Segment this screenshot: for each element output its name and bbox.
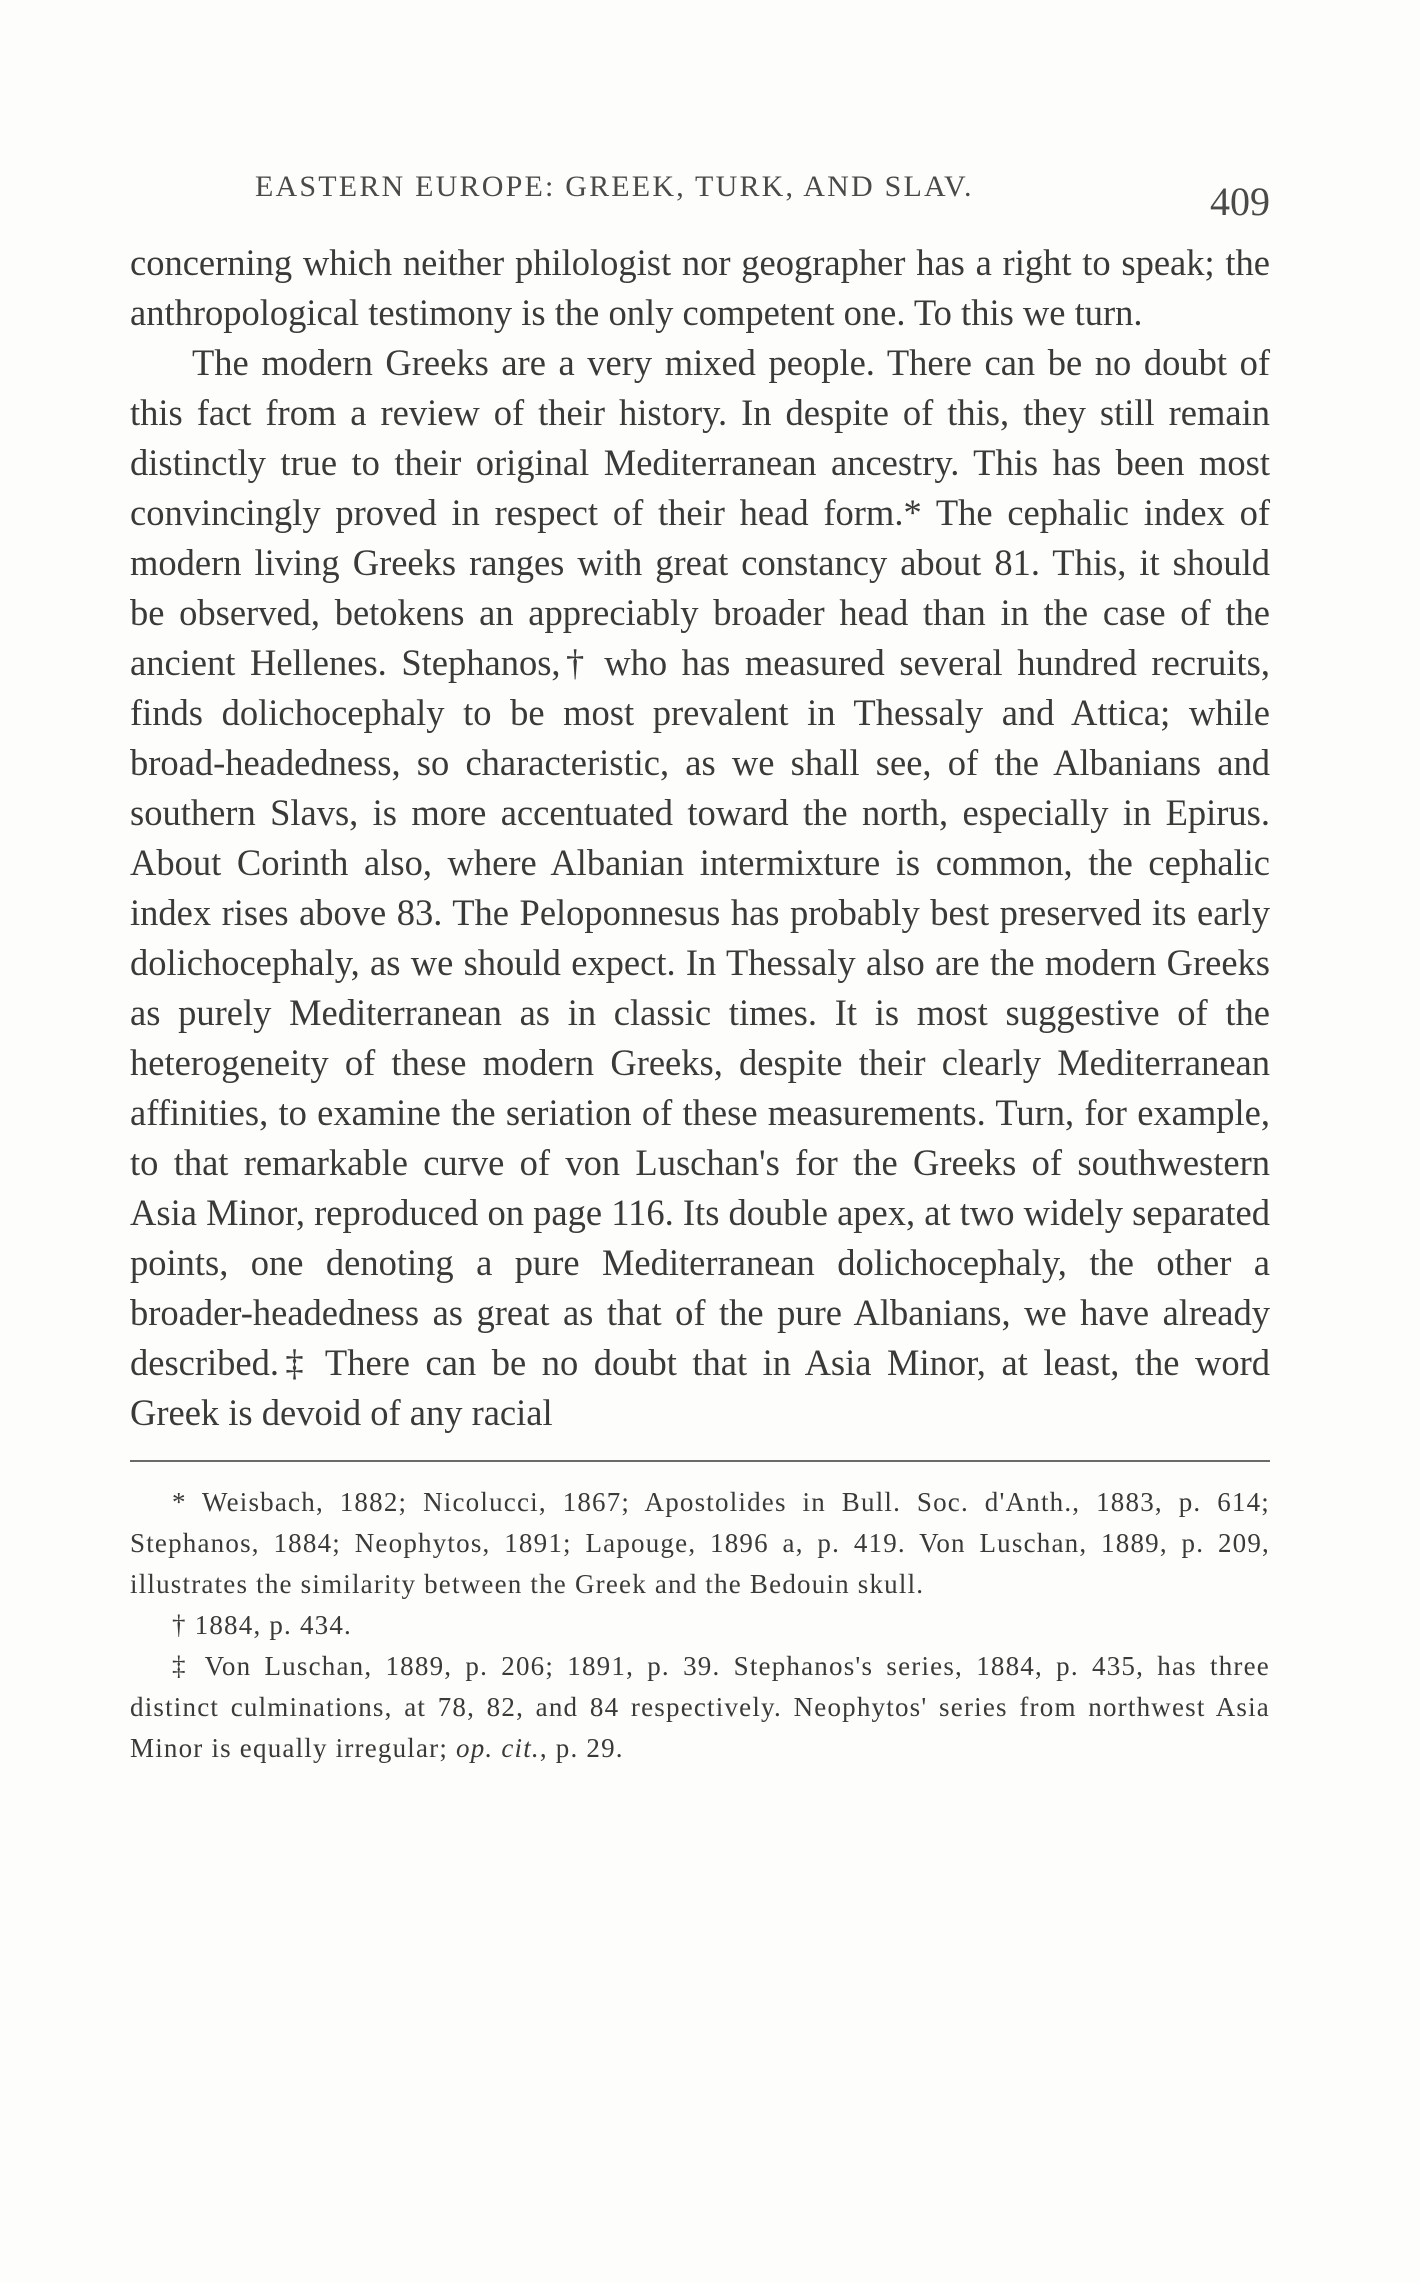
footnote-1: * Weisbach, 1882; Nicolucci, 1867; Apostolides in Bull. Soc. d'Anth., 1883, p. 614; Stephanos, 1884; Neophytos, 1891; Lapouge, 1896 a, p. 419. Von Luschan, 1889, p. 209, illustrates the similarity between the Greek and the Bedouin skull.	[130, 1487, 1270, 1599]
paragraph-continuation: concerning which neither philologist nor geographer has a right to speak; the anthropological testimony is the only competent one. To this we turn.	[130, 242, 1270, 333]
paragraph-modern-greeks: The modern Greeks are a very mixed people. There can be no doubt of this fact from a review of their history. In despite of this, they still remain distinctly true to their original Mediterranean ancestry. This has been most convincingly proved in respect of their head form.* The cephalic index of modern living Greeks ranges with great constancy about 81. This, it should be observed, betokens an appreciably broader head than in the case of the ancient Hellenes. Stephanos,† who has measured several hundred recruits, finds dolichocephaly to be most prevalent in Thessaly and Attica; while broad-headedness, so characteristic, as we shall see, of the Albanians and southern Slavs, is more accentuated toward the north, especially in Epirus. About Corinth also, where Albanian intermixture is common, the cephalic index rises above 83. The Peloponnesus has probably best preserved its early dolichocephaly, as we should expect. In Thessaly also are the modern Greeks as purely Mediterranean as in classic times. It is most suggestive of the heterogeneity of these modern Greeks, despite their clearly Mediterranean affinities, to examine the seriation of these measurements. Turn, for example, to that remarkable curve of von Luschan's for the Greeks of southwestern Asia Minor, reproduced on page 116. Its double apex, at two widely separated points, one denoting a pure Mediterranean dolichocephaly, the other a broader-headedness as great as that of the pure Albanians, we have already described.‡ There can be no doubt that in Asia Minor, at least, the word Greek is devoid of any racial	[130, 342, 1270, 1433]
running-head	[130, 150, 1270, 224]
footnote-3-text: ‡ Von Luschan, 1889, p. 206; 1891, p. 39. Stephanos's series, 1884, p. 435, has three distinct culminations, at 78, 82, and 84 respectively. Neophytos' series from northwest Asia Minor is equally irregular;	[130, 1651, 1270, 1763]
page-number: 409	[1210, 179, 1270, 224]
footnote-3-page: , p. 29.	[539, 1733, 624, 1763]
footnote-3	[130, 1646, 1270, 1769]
running-title: EASTERN EUROPE: GREEK, TURK, AND SLAV.	[255, 170, 974, 203]
body-text	[130, 238, 1270, 1438]
footnote-rule	[130, 1460, 1270, 1462]
footnotes	[130, 1482, 1270, 1769]
book-page	[130, 150, 1270, 1769]
footnote-3-op-cit: op. cit.	[456, 1733, 540, 1763]
footnote-2: † 1884, p. 434.	[172, 1610, 352, 1640]
